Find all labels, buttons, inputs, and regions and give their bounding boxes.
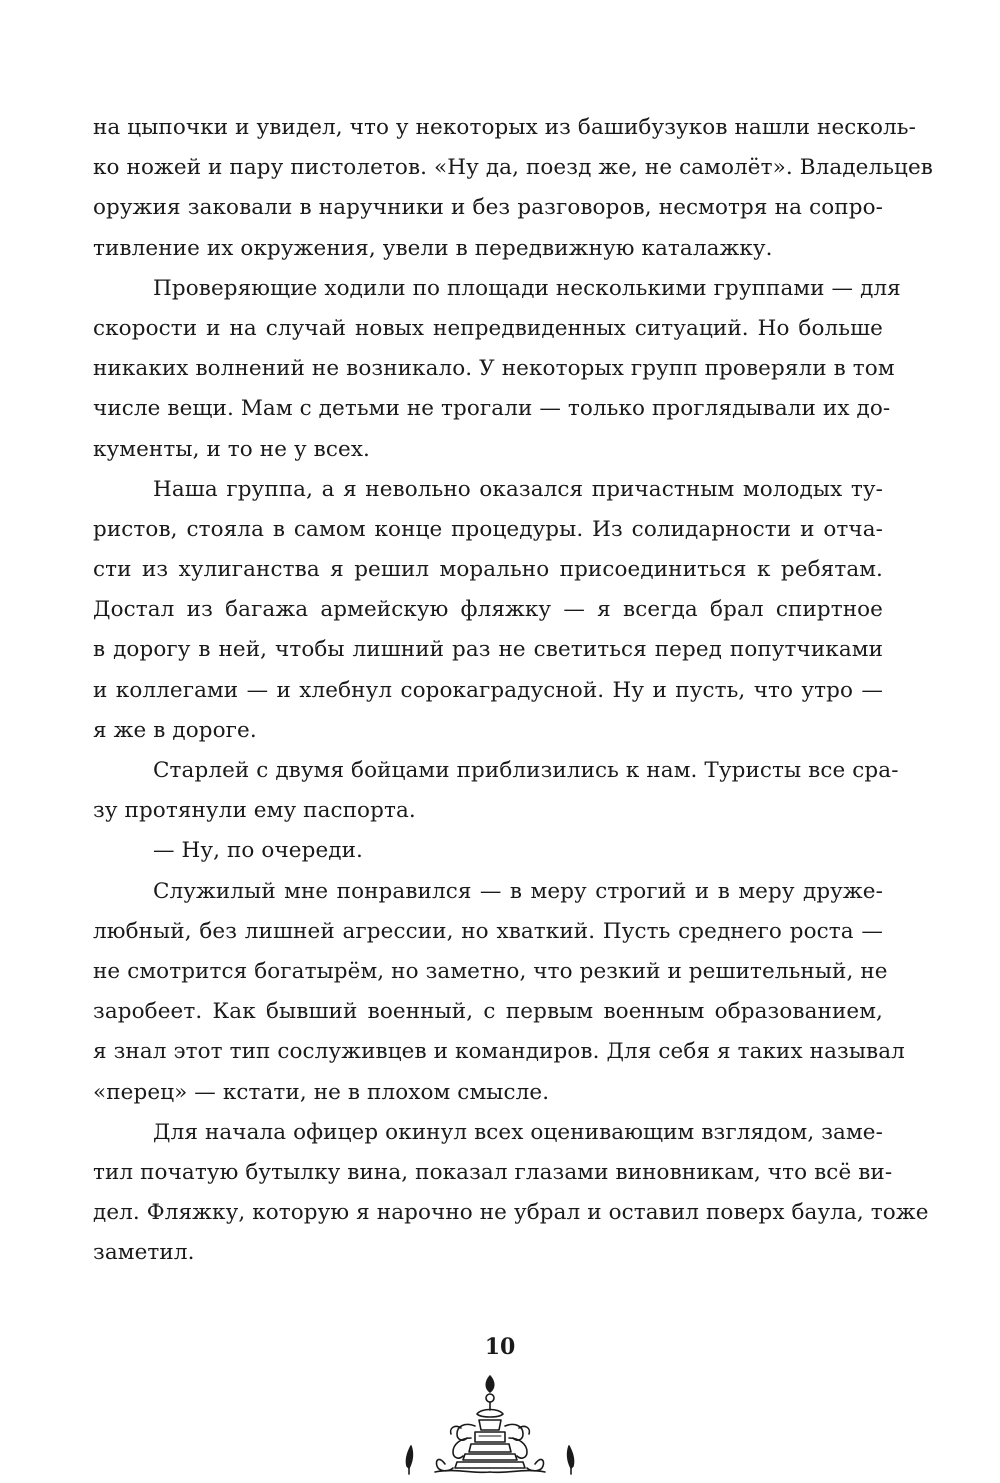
text-line: заметил. — [93, 1240, 195, 1266]
text-line: Достал из багажа армейскую фляжку — я всегда брал спиртное — [93, 597, 883, 623]
text-line: никаких волнений не возникало. У некоторых групп проверяли в том — [93, 356, 895, 382]
text-line: сти из хулиганства я решил морально присоединиться к ребятам. — [93, 557, 883, 583]
text-line: скорости и на случай новых непредвиденных ситуаций. Но больше — [93, 315, 883, 341]
text-line: кументы, и то не у всех. — [93, 436, 370, 462]
text-line: я же в дороге. — [93, 717, 257, 743]
text-line: тил початую бутылку вина, показал глазами виновникам, что всё ви- — [93, 1159, 893, 1185]
text-line: и коллегами — и хлебнул сорокаградусной. Ну и пусть, что утро — — [93, 677, 883, 703]
text-line: «перец» — кстати, не в плохом смысле. — [93, 1079, 550, 1105]
page-text — [93, 108, 933, 1273]
text-line: Наша группа, а я невольно оказался причастным молодых ту- — [153, 476, 883, 502]
decorative-ornament-icon — [395, 1368, 585, 1480]
text-line: в дорогу в ней, чтобы лишний раз не светиться перед попутчиками — [93, 637, 883, 663]
text-line: на цыпочки и увидел, что у некоторых из башибузуков нашли несколь- — [93, 115, 916, 140]
text-line: Служилый мне понравился — в меру строгий и в меру друже- — [153, 878, 883, 904]
text-line: Старлей с двумя бойцами приблизились к нам. Туристы все сра- — [153, 758, 899, 783]
text-line: заробеет. Как бывший военный, с первым военным образованием, — [93, 999, 883, 1025]
text-line: ристов, стояла в самом конце процедуры. Из солидарности и отча- — [93, 516, 883, 542]
text-line: я знал этот тип сослуживцев и командиров. Для себя я таких называл — [93, 1039, 905, 1065]
text-line: числе вещи. Мам с детьми не трогали — только проглядывали их до- — [93, 396, 891, 422]
text-line: Для начала офицер окинул всех оценивающим взглядом, заме- — [153, 1119, 883, 1145]
page-number: 10 — [484, 1334, 516, 1360]
text-line: не смотрится богатырём, но заметно, что резкий и решительный, не — [93, 958, 888, 984]
text-line: любный, без лишней агрессии, но хваткий. Пусть среднего роста — — [93, 918, 883, 944]
text-line: дел. Фляжку, которую я нарочно не убрал и оставил поверх баула, тоже — [93, 1200, 929, 1226]
text-line: зу протянули ему паспорта. — [93, 798, 416, 824]
text-line: Проверяющие ходили по площади несколькими группами — для — [153, 275, 901, 301]
text-line: — Ну, по очереди. — [153, 838, 363, 864]
text-line: ко ножей и пару пистолетов. «Ну да, поезд же, не самолёт». Владельцев — [93, 155, 933, 181]
text-line: тивление их окружения, увели в передвижную каталажку. — [93, 235, 773, 261]
text-line: оружия заковали в наручники и без разговоров, несмотря на сопро- — [93, 195, 883, 221]
